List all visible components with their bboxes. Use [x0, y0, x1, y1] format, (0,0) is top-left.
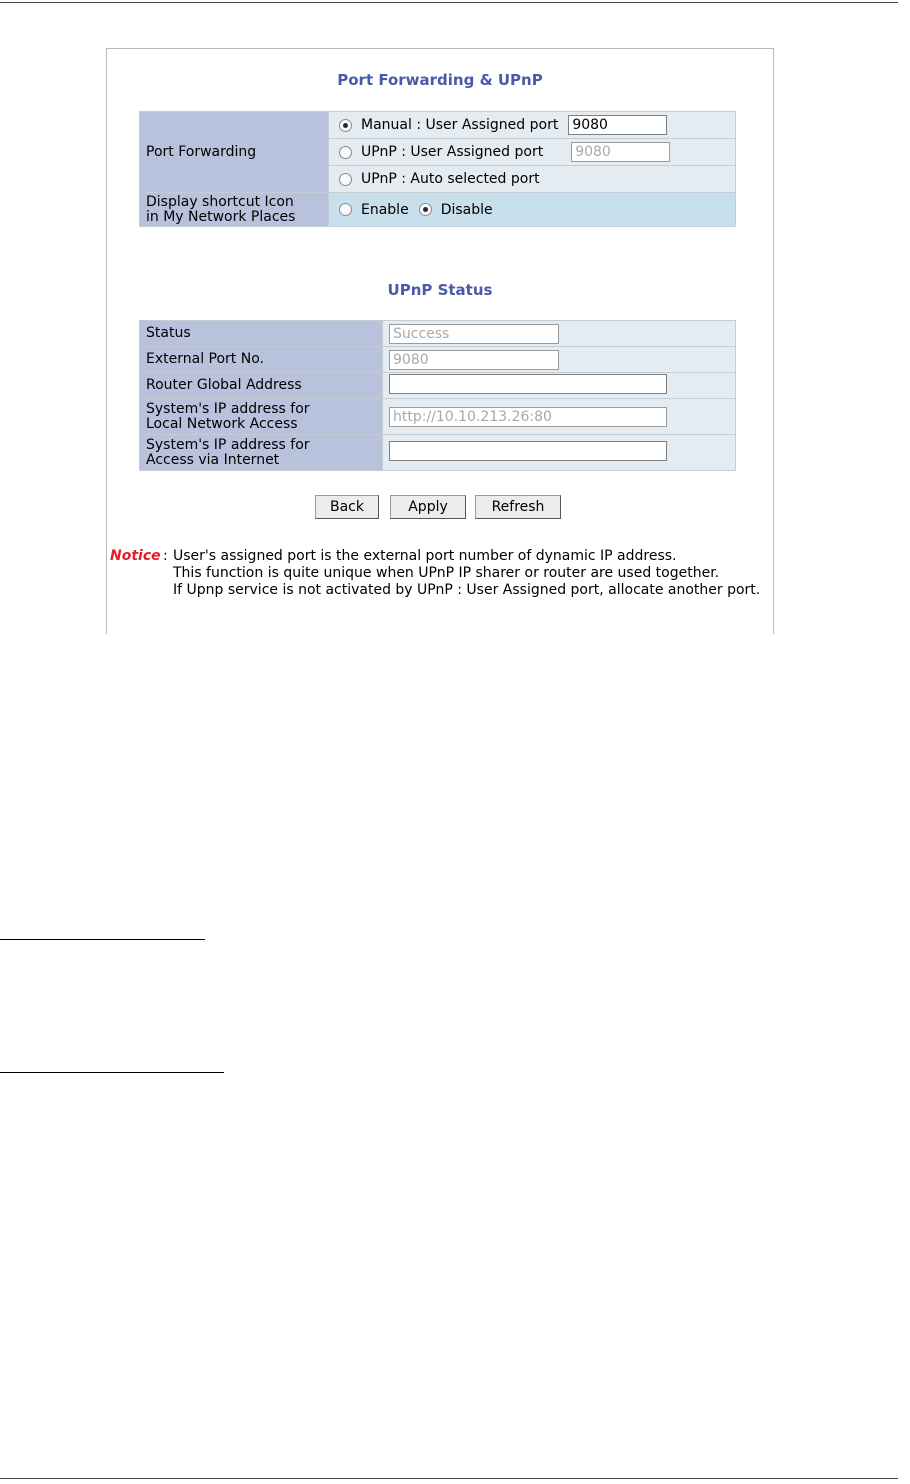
notice-separator: :: [163, 548, 168, 564]
shortcut-enable-label: Enable: [361, 201, 409, 218]
router-global-address-label: Router Global Address: [140, 373, 383, 399]
local-ip-value-cell: [383, 399, 736, 435]
shortcut-disable-label: Disable: [440, 201, 493, 218]
internet-ip-label: [140, 435, 383, 471]
blank-underline-1: [0, 939, 205, 940]
settings-panel: [106, 48, 774, 634]
notice-line-1: User's assigned port is the external port number of dynamic IP address.: [173, 548, 677, 564]
blank-underline-2: [0, 1072, 224, 1073]
back-button[interactable]: Back: [315, 495, 379, 519]
port-forwarding-table: [139, 111, 736, 227]
notice-label: Notice: [110, 548, 161, 564]
option-row-upnp-user: [329, 139, 736, 166]
router-global-address-field[interactable]: [389, 374, 667, 394]
router-global-address-value-cell: [383, 373, 736, 399]
shortcut-disable-radio[interactable]: [419, 203, 432, 216]
local-ip-label-line2: Local Network Access: [146, 415, 298, 432]
local-ip-field: http://10.10.213.26:80: [389, 407, 667, 427]
manual-port-radio[interactable]: [339, 119, 352, 132]
shortcut-icon-label-line2: in My Network Places: [146, 208, 296, 225]
status-label: Status: [140, 321, 383, 347]
page-bottom-rule: [0, 1478, 898, 1479]
upnp-auto-port-radio[interactable]: [339, 173, 352, 186]
internet-ip-label-line1: System's IP address for: [146, 436, 310, 453]
shortcut-icon-label-line1: Display shortcut Icon: [146, 193, 294, 210]
internet-ip-field[interactable]: [389, 441, 667, 461]
notice-block: [110, 548, 770, 598]
upnp-user-port-radio-label: UPnP : User Assigned port: [361, 144, 544, 160]
apply-button[interactable]: Apply: [390, 495, 466, 519]
manual-port-radio-label: Manual : User Assigned port: [361, 117, 559, 133]
manual-port-input[interactable]: 9080: [568, 115, 667, 135]
option-row-manual: [329, 112, 736, 139]
upnp-status-title: UPnP Status: [387, 281, 493, 299]
local-ip-label-line1: System's IP address for: [146, 400, 310, 417]
notice-line-2: This function is quite unique when UPnP IP sharer or router are used together.: [173, 565, 720, 581]
port-forwarding-title: Port Forwarding & UPnP: [337, 71, 543, 89]
upnp-auto-port-radio-label: UPnP : Auto selected port: [361, 171, 540, 187]
option-row-upnp-auto: [329, 166, 736, 193]
local-ip-label: [140, 399, 383, 435]
notice-text: [173, 548, 773, 599]
external-port-field: 9080: [389, 350, 559, 370]
upnp-user-port-input[interactable]: 9080: [571, 142, 670, 162]
page-top-rule: [0, 2, 898, 3]
refresh-button[interactable]: Refresh: [475, 495, 561, 519]
upnp-user-port-radio[interactable]: [339, 146, 352, 159]
status-value-cell: [383, 321, 736, 347]
internet-ip-label-line2: Access via Internet: [146, 451, 280, 468]
shortcut-enable-radio[interactable]: [339, 203, 352, 216]
external-port-label: External Port No.: [140, 347, 383, 373]
external-port-value-cell: [383, 347, 736, 373]
port-forwarding-label: Port Forwarding: [140, 112, 329, 193]
notice-line-3: If Upnp service is not activated by UPnP : User Assigned port, allocate another port.: [173, 582, 761, 598]
shortcut-icon-options: [329, 193, 736, 227]
internet-ip-value-cell: [383, 435, 736, 471]
shortcut-icon-label: [140, 193, 329, 227]
status-field: Success: [389, 324, 559, 344]
upnp-status-table: [139, 320, 736, 471]
